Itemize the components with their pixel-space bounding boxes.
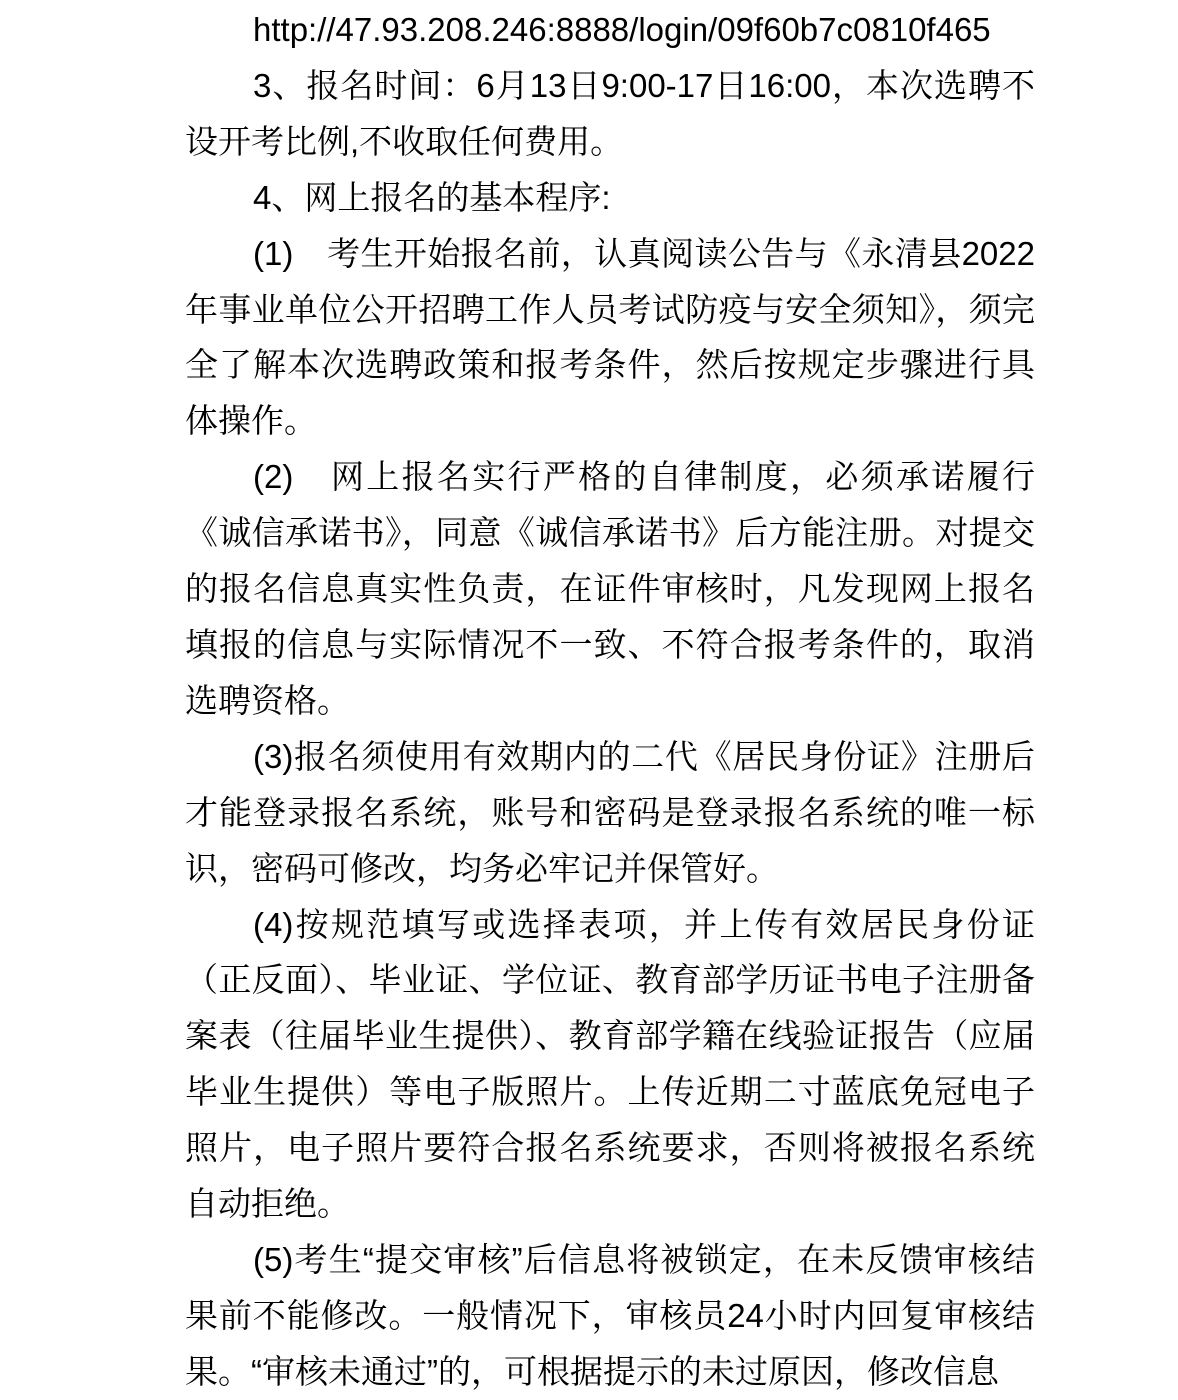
- item-3-registration-time: 3、报名时间：6月13日9:00-17日16:00，本次选聘不设开考比例,不收取任何费用。: [185, 66, 1035, 160]
- step-2-integrity-commitment: (2) 网上报名实行严格的自律制度，必须承诺履行《诚信承诺书》，同意《诚信承诺书》后方能注册。对提交的报名信息真实性负责，在证件审核时，凡发现网上报名填报的信息与实际情况不一致、不符合报考条件的，取消选聘资格。: [185, 458, 1035, 719]
- step-1-read-announcement: (1) 考生开始报名前，认真阅读公告与《永清县2022年事业单位公开招聘工作人员考试防疫与安全须知》，须完全了解本次选聘政策和报考条件，然后按规定步骤进行具体操作。: [185, 234, 1035, 440]
- registration-url-line: http://47.93.208.246:8888/login/09f60b7c0810f465: [253, 11, 991, 48]
- step-3-id-card-registration: (3)报名须使用有效期内的二代《居民身份证》注册后才能登录报名系统，账号和密码是登录报名系统的唯一标识，密码可修改，均务必牢记并保管好。: [185, 737, 1035, 887]
- item-4-online-registration-procedure-heading: 4、网上报名的基本程序:: [253, 178, 611, 216]
- document-page: [185, 0, 1035, 1400]
- step-4-upload-documents: (4)按规范填写或选择表项，并上传有效居民身份证（正反面）、毕业证、学位证、教育部学历证书电子注册备案表（往届毕业生提供）、教育部学籍在线验证报告（应届毕业生提供）等电子版照片。上传近期二寸蓝底免冠电子照片，电子照片要符合报名系统要求，否则将被报名系统自动拒绝。: [185, 905, 1035, 1223]
- step-5-submit-review: (5)考生“提交审核”后信息将被锁定，在未反馈审核结果前不能修改。一般情况下，审核员24小时内回复审核结果。“审核未通过”的，可根据提示的未过原因，修改信息: [185, 1240, 1035, 1390]
